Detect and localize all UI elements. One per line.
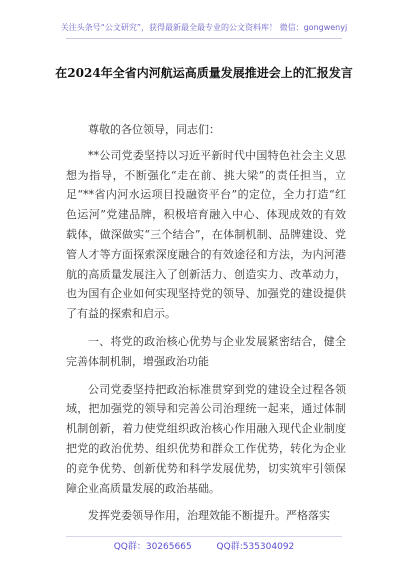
paragraph: 发挥党委领导作用，治理效能不断提升。严格落实 bbox=[88, 509, 330, 523]
header-divider bbox=[66, 38, 342, 39]
greeting: 尊敬的各位领导，同志们： bbox=[88, 123, 220, 136]
section-heading: 一、将党的政治核心优势与企业发展紧密结合，健全完善体制机制，增强政治功能 bbox=[66, 334, 346, 368]
paragraph: **公司党委坚持以习近平新时代中国特色社会主义思想为指导，不断强化“走在前、挑大梁”的责任担当，立足“**省内河水运项目投融资平台”的定位，全力打造“红色运河”党建品牌，积极培育融入中心、体现成效的有效载体，做深做实“三个结合”，在体制机制、品牌建设、党管人才等方面探索深度融合的有效途径和方法，为内河港航的高质量发展注入了创新活力、创造实力、改革动力，也为国有企业如何实现坚持党的领导、加强党的建设提供了有益的探索和启示。 bbox=[66, 148, 346, 321]
footer-qq-group-1: QQ群：30265665 bbox=[113, 542, 192, 552]
document-title: 在2024年全省内河航运高质量发展推进会上的汇报发言 bbox=[55, 66, 353, 80]
document-body bbox=[66, 120, 346, 534]
paragraph: 公司党委坚持把政治标准贯穿到党的建设全过程各领域，把加强党的领导和完善公司治理统一起来，通过体制机制创新，着力使党组织政治核心作用融入现代企业制度把党的政治优势、组织优势和群众工作优势，转化为企业的竞争优势、创新优势和科学发展优势，切实筑牢引领保障企业高质量发展的政治基础。 bbox=[66, 382, 346, 495]
footer-divider bbox=[66, 536, 342, 537]
header-promo: 关注头条号“公文研究”，获得最新最全最专业的公文资料库！ 微信：gongwenyj bbox=[60, 23, 348, 32]
footer-qq-group-2: QQ群:535304092 bbox=[216, 542, 295, 552]
footer-contacts bbox=[0, 539, 408, 552]
